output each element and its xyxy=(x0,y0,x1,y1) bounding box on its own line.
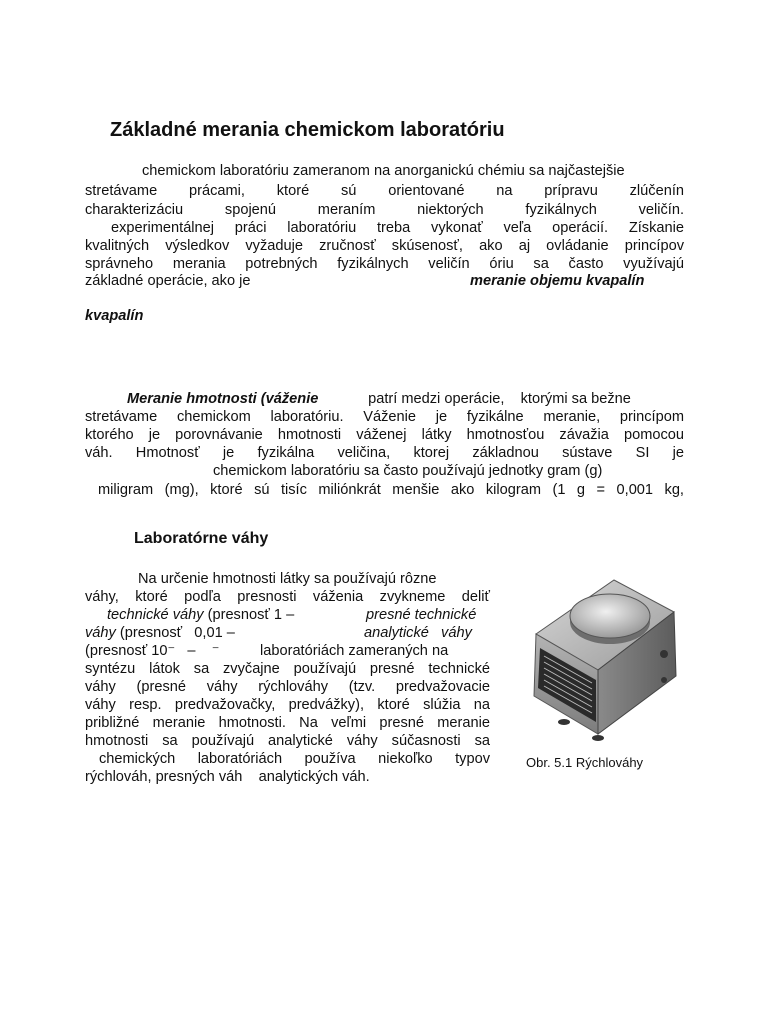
paragraph1-last-bold: kvapalín xyxy=(85,308,144,324)
paragraph1-line-3: charakterizáciu spojenú meraním niektorých fyzikálnych veličín. xyxy=(85,202,684,218)
paragraph3-line-2: váhy, ktoré podľa presnosti váženia zvykneme deliť xyxy=(85,589,490,605)
paragraph1-line-2: stretávame prácami, ktoré sú orientované na prípravu zlúčenín xyxy=(85,183,684,199)
paragraph2-line-2: stretávame chemickom laboratóriu. Váženie je fyzikálne meranie, princípom xyxy=(85,409,684,425)
paragraph3-line-1: Na určenie hmotnosti látky sa používajú rôzne xyxy=(138,571,437,587)
paragraph3-line-9: približné meranie hmotnosti. Na veľmi presné meranie xyxy=(85,715,490,731)
paragraph3-line-12: rýchlováh, presných váh analytických váh. xyxy=(85,769,370,785)
paragraph1-line-7: základné operácie, ako je xyxy=(85,273,251,289)
precision-text-1: (presnosť 1 – xyxy=(203,607,335,623)
paragraph3-line-8: váhy resp. predvažovačky, predvážky), ktoré slúžia na xyxy=(85,697,490,713)
paragraph3-line-4 xyxy=(85,623,235,643)
paragraph1-line-6: správneho merania potrebných fyzikálnych veličín óriu sa často využívajú xyxy=(85,256,684,272)
paragraph1-line-5: kvalitných výsledkov vyžaduje zručnosť skúsenosť, ako aj ovládanie princípov xyxy=(85,238,684,254)
page-title: Základné merania chemickom laboratóriu xyxy=(110,119,505,141)
scale-photo xyxy=(514,572,684,747)
paragraph3-line-6: syntézu látok sa zvyčajne používajú presné technické xyxy=(85,661,490,677)
paragraph2-line-3: ktorého je porovnávanie hmotnosti váženej látky hmotnosťou závažia pomocou xyxy=(85,427,684,443)
paragraph3-line-3 xyxy=(85,605,335,625)
term-scales: váhy xyxy=(85,625,116,641)
paragraph1-line-1: chemickom laboratóriu zameranom na anorganickú chémiu sa najčastejšie xyxy=(142,163,625,179)
scale-illustration xyxy=(514,572,684,747)
section-heading: Laboratórne váhy xyxy=(134,530,269,547)
paragraph1-line-4: experimentálnej práci laboratóriu treba vykonať veľa operácií. Získanie xyxy=(111,220,684,236)
paragraph3-line-7: váhy (presné váhy rýchlováhy (tzv. predvažovacie xyxy=(85,679,490,695)
term-technical-scales: technické váhy xyxy=(107,607,204,623)
paragraph2-line-4: váh. Hmotnosť je fyzikálna veličina, ktorej základnou sústave SI je xyxy=(85,445,684,461)
paragraph2-line-1-rest: patrí medzi operácie, ktorými sa bežne xyxy=(360,391,631,407)
paragraph3-line-11: chemických laboratóriách používa niekoľko typov xyxy=(99,751,490,767)
paragraph2-line-5: chemickom laboratóriu sa často používajú jednotky gram (g) xyxy=(213,463,603,479)
paragraph3-line-5: (presnosť 10⁻ – ⁻ laboratóriách zameraných na xyxy=(85,643,449,659)
paragraph2-line-6: miligram (mg), ktoré sú tisíc miliónkrát menšie ako kilogram (1 g = 0,001 kg, xyxy=(98,482,684,498)
paragraph2-lead: Meranie hmotnosti (váženie xyxy=(127,391,319,407)
figure-caption: Obr. 5.1 Rýchlováhy xyxy=(526,755,644,770)
precision-text-2: (presnosť 0,01 – xyxy=(115,625,235,641)
term-precise-technical: presné technické xyxy=(366,607,477,623)
paragraph3-line-10: hmotnosti sa používajú analytické váhy súčasnosti sa xyxy=(85,733,490,749)
paragraph1-bold-tail: meranie objemu kvapalín xyxy=(470,273,645,289)
term-analytical-scales: analytické váhy xyxy=(364,625,472,641)
